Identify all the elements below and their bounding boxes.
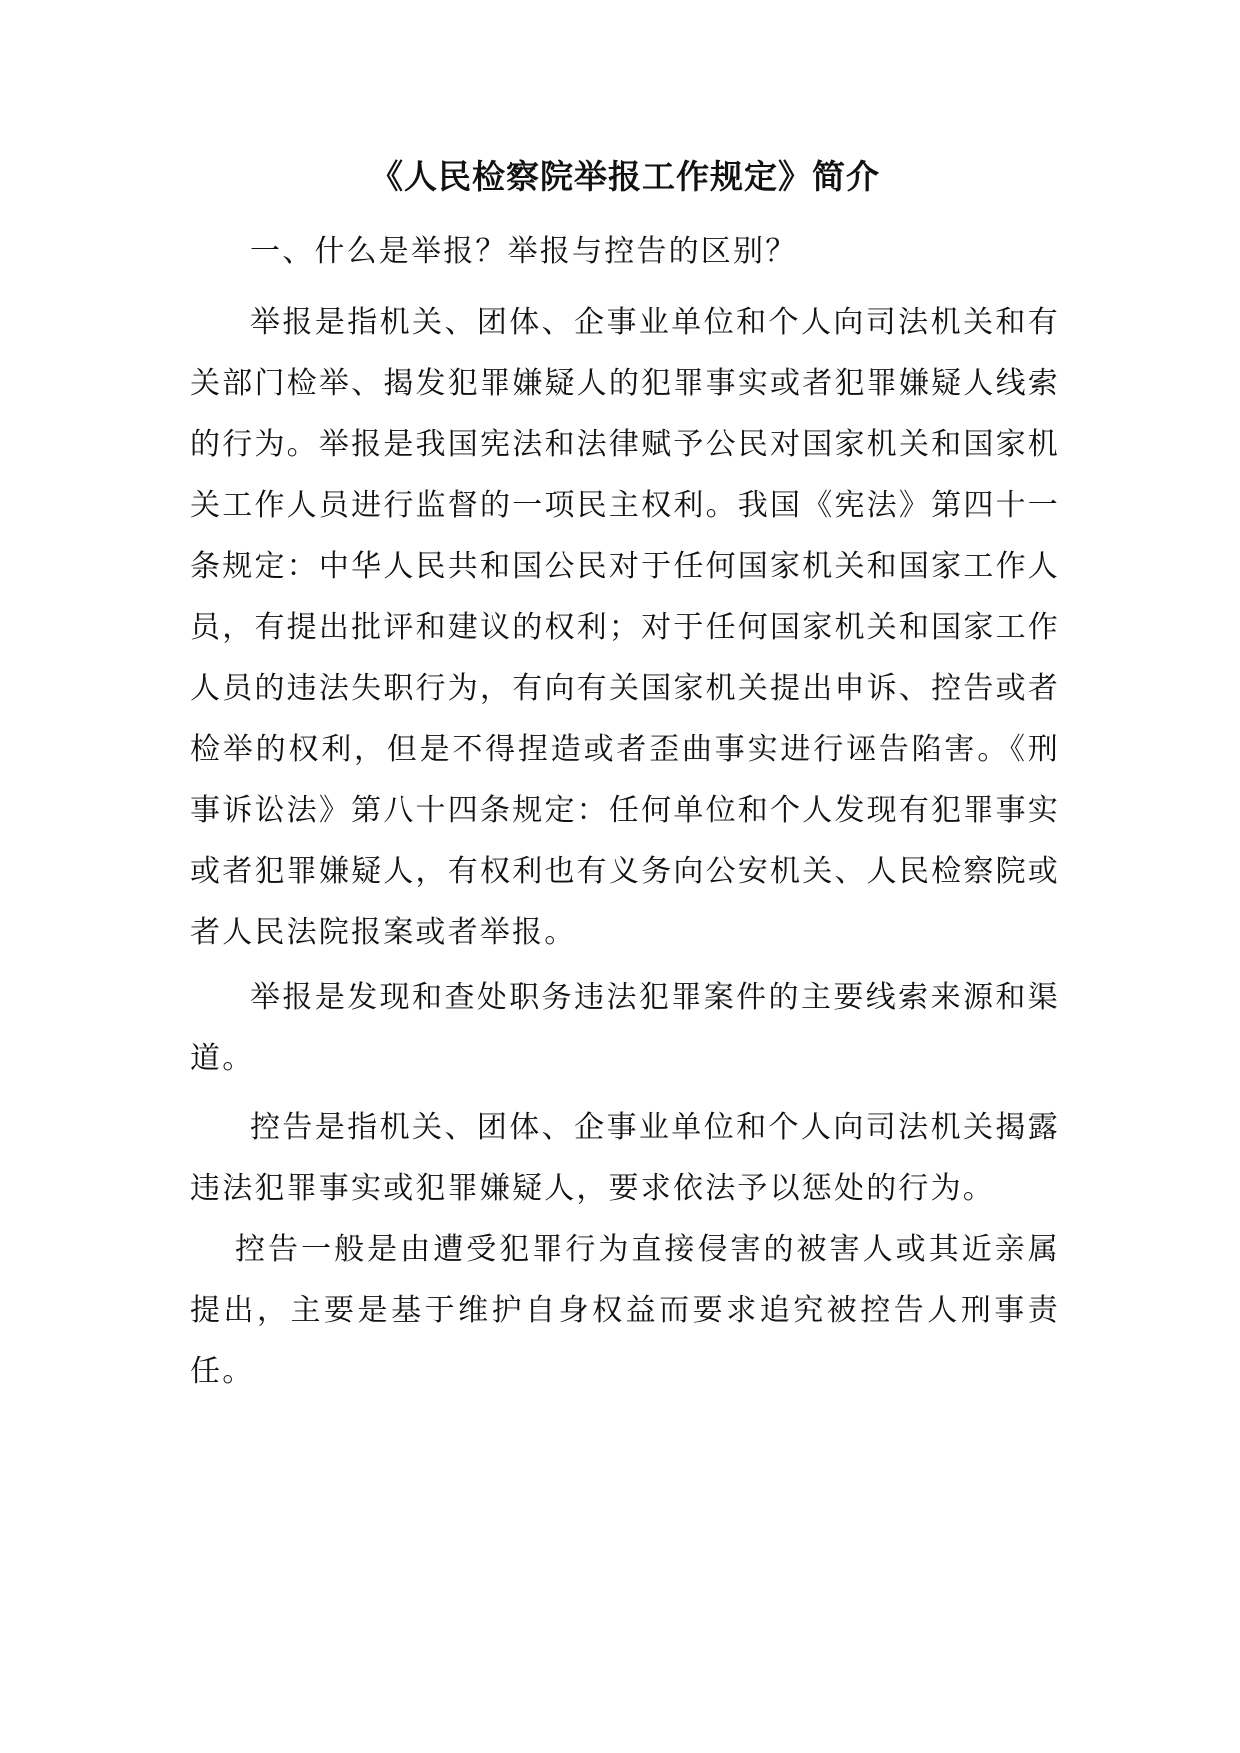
paragraph-definition-of-report: 举报是指机关、团体、企事业单位和个人向司法机关和有关部门检举、揭发犯罪嫌疑人的犯罪事实或者犯罪嫌疑人线索的行为。举报是我国宪法和法律赋予公民对国家机关和国家机关工作人员进行监督的一项民主权利。我国《宪法》第四十一条规定：中华人民共和国公民对于任何国家机关和国家工作人员，有提出批评和建议的权利；对于任何国家机关和国家工作人员的违法失职行为，有向有关国家机关提出申诉、控告或者检举的权利，但是不得捏造或者歪曲事实进行诬告陷害。《刑事诉讼法》第八十四条规定：任何单位和个人发现有犯罪事实或者犯罪嫌疑人，有权利也有义务向公安机关、人民检察院或者人民法院报案或者举报。: [190, 305, 1060, 950]
paragraph-report-source: 举报是发现和查处职务违法犯罪案件的主要线索来源和渠道。: [190, 980, 1060, 1076]
paragraph-accusation-details: 控告一般是由遭受犯罪行为直接侵害的被害人或其近亲属提出，主要是基于维护自身权益而要求追究被控告人刑事责任。: [190, 1232, 1060, 1389]
document-title: 《人民检察院举报工作规定》简介: [370, 157, 880, 196]
section-heading: 一、什么是举报？举报与控告的区别？: [250, 234, 798, 269]
paragraph-definition-of-accusation: 控告是指机关、团体、企事业单位和个人向司法机关揭露违法犯罪事实或犯罪嫌疑人，要求依法予以惩处的行为。: [190, 1110, 1060, 1206]
document-body: [190, 155, 1060, 1402]
